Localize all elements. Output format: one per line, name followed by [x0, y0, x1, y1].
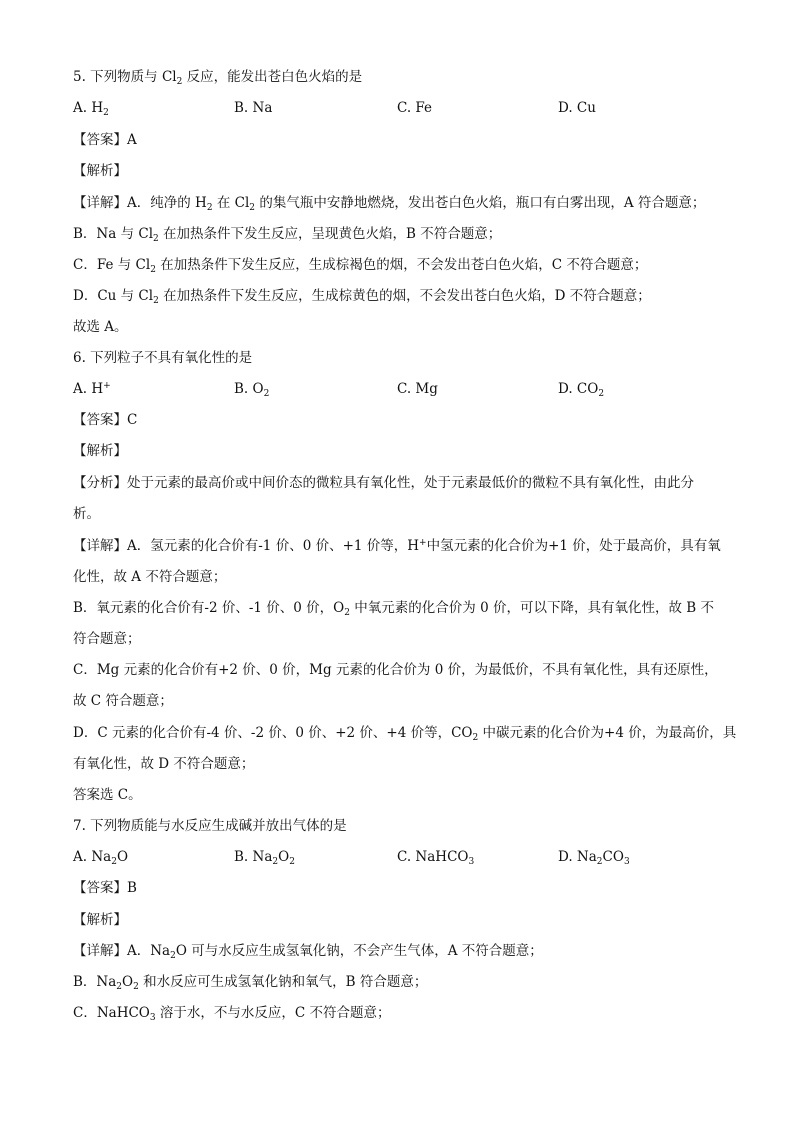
q6-stem: 6. 下列粒子不具有氧化性的是 — [73, 350, 253, 366]
q7-answer: 【答案】B — [73, 880, 137, 896]
q6-detail-c-line1: C．Mg 元素的化合价有+2 价、0 价，Mg 元素的化合价为 0 价，为最低价，不具有氧化性，具有还原性， — [73, 662, 718, 678]
q7-analysis-heading: 【解析】 — [73, 912, 127, 928]
q6-detail-a-line1: 【详解】A．氢元素的化合价有-1 价、0 价、+1 价等，H+中氢元素的化合价为+1 价，处于最高价，具有氧 — [73, 538, 721, 554]
q6-detail-d-line1: D．C 元素的化合价有-4 价、-2 价、0 价、+2 价、+4 价等，$CO_2$ 中碳元素的化合价为+4 价，为最高价，具 — [73, 725, 737, 743]
q6-detail-c-line2: 故 C 符合题意； — [73, 693, 173, 709]
q5-stem: 5. 下列物质与 $Cl_2$ 反应，能发出苍白色火焰的是 — [73, 69, 363, 87]
q7-detail-b: B．$Na_2O_2$ 和水反应可生成氢氧化钠和氧气，B 符合题意； — [73, 974, 428, 992]
q5-detail-b: B．Na 与 $Cl_2$ 在加热条件下发生反应，呈现黄色火焰，B 不符合题意； — [73, 226, 502, 244]
q6-option-b: B. $O_2$ — [234, 381, 270, 399]
q5-detail-a: 【详解】A．纯净的 $H_2$ 在 $Cl_2$ 的集气瓶中安静地燃烧，发出苍白色火焰，瓶口有白雾出现，A 符合题意； — [73, 195, 706, 213]
q7-option-d: D. $Na_2CO_3$ — [558, 849, 630, 867]
q7-detail-c: C．NaHCO$_3$ 溶于水，不与水反应，C 不符合题意； — [73, 1005, 391, 1023]
q6-option-a: A. H+ — [73, 381, 111, 397]
q5-detail-d: D．Cu 与 $Cl_2$ 在加热条件下发生反应，生成棕黄色的烟，不会发出苍白色火焰，D 不符合题意； — [73, 288, 651, 306]
q5-analysis-heading: 【解析】 — [73, 163, 127, 179]
q7-option-b: B. $Na_2O_2$ — [234, 849, 295, 867]
q7-option-a: A. $Na_2O$ — [73, 849, 129, 867]
q7-detail-a: 【详解】A．$Na_2O$ 可与水反应生成氢氧化钠，不会产生气体，A 不符合题意； — [73, 943, 543, 961]
q7-stem: 7. 下列物质能与水反应生成碱并放出气体的是 — [73, 818, 347, 834]
q6-answer: 【答案】C — [73, 412, 138, 428]
q5-option-c: C. Fe — [397, 100, 433, 116]
q6-detail-b-line1: B．氧元素的化合价有-2 价、-1 价、0 价，$O_2$ 中氧元素的化合价为 0 价，可以下降，具有氧化性，故 B 不 — [73, 600, 714, 618]
q6-conclusion: 答案选 C。 — [73, 787, 142, 803]
q6-option-c: C. Mg — [397, 381, 438, 397]
q6-fenxi-line2: 析。 — [73, 506, 100, 522]
q5-option-d: D. Cu — [558, 100, 596, 116]
q5-conclusion: 故选 A。 — [73, 319, 128, 335]
q6-detail-b-line2: 符合题意； — [73, 631, 141, 647]
q6-detail-a-line2: 化性，故 A 不符合题意； — [73, 569, 227, 585]
q6-analysis-heading: 【解析】 — [73, 443, 127, 459]
q5-option-b: B. Na — [234, 100, 273, 116]
q7-option-c: C. NaHCO$_3$ — [397, 849, 475, 867]
q5-answer: 【答案】A — [73, 132, 137, 148]
q5-option-a: A. $H_2$ — [73, 100, 109, 118]
q6-fenxi-line1: 【分析】处于元素的最高价或中间价态的微粒具有氧化性，处于元素最低价的微粒不具有氧化性，由此分 — [73, 475, 694, 491]
q6-detail-d-line2: 有氧化性，故 D 不符合题意； — [73, 756, 255, 772]
q6-option-d: D. $CO_2$ — [558, 381, 605, 399]
q5-detail-c: C．Fe 与 $Cl_2$ 在加热条件下发生反应，生成棕褐色的烟，不会发出苍白色火焰，C 不符合题意； — [73, 257, 648, 275]
